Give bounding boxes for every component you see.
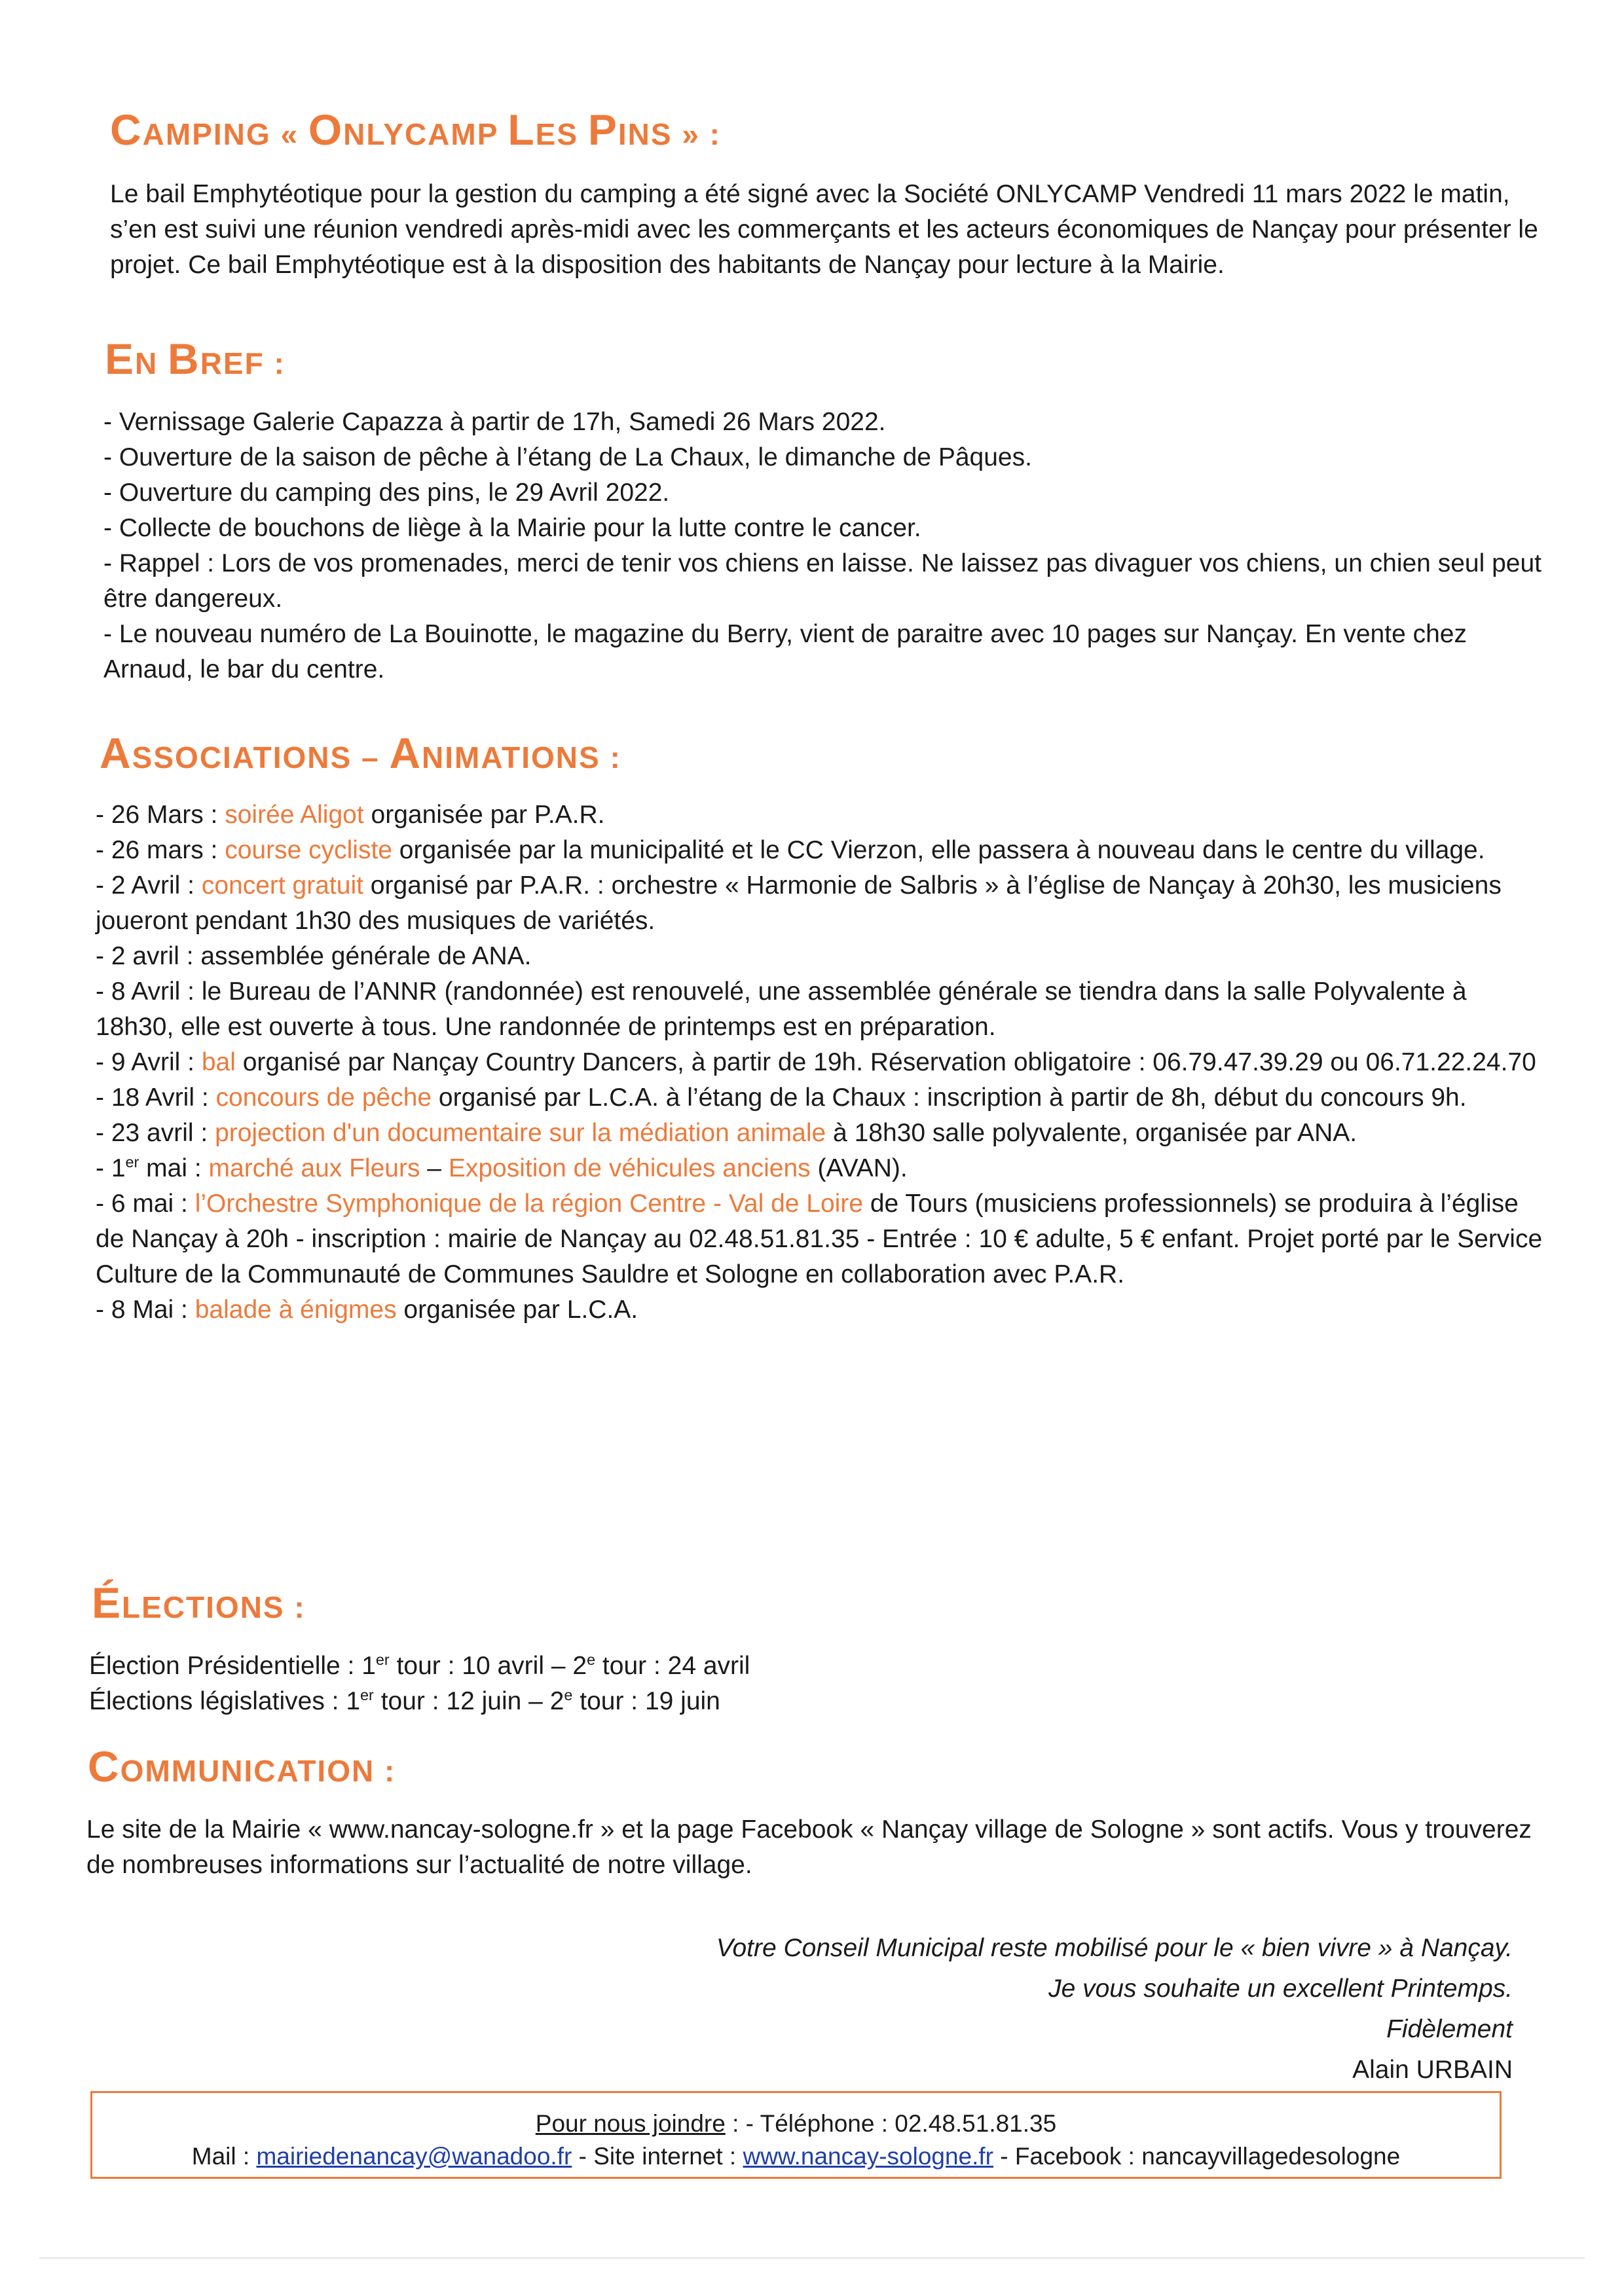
camping-title: CAMPING « ONLYCAMP LES PINS » : — [110, 105, 722, 154]
page-bottom-edge — [39, 2257, 1585, 2259]
closing-line: Je vous souhaite un excellent Printemps. — [1048, 1975, 1513, 2003]
list-item: - Ouverture de la saison de pêche à l’étang de La Chaux, le dimanche de Pâques. — [103, 443, 1032, 471]
email-link[interactable]: mairiedenancay@wanadoo.fr — [256, 2143, 572, 2170]
contact-row-web — [92, 2143, 1500, 2170]
communication-text: Le site de la Mairie « www.nancay-sologne.fr » et la page Facebook « Nançay village de Sologne » sont actifs. Vous y trouverez de nombreuses informations sur l’actualité de notre village. — [86, 1815, 1532, 1879]
phone-number: : - Téléphone : 02.48.51.81.35 — [725, 2110, 1057, 2137]
event-item: - 2 avril : assemblée générale de ANA. — [96, 942, 532, 970]
contact-box — [90, 2091, 1502, 2179]
facebook-text: - Facebook : nancayvillagedesologne — [993, 2143, 1401, 2170]
elections-text — [89, 1649, 1530, 1719]
closing-line: Fidèlement — [1386, 2015, 1513, 2043]
event-item: - 18 Avril : concours de pêche organisé par L.C.A. à l’étang de la Chaux : inscription à partir de 8h, début du concours 9h. — [96, 1084, 1467, 1112]
camping-text: Le bail Emphytéotique pour la gestion du camping a été signé avec la Société ONLYCAMP Vendredi 11 mars 2022 le matin, s’en est suivi une réunion vendredi après-midi avec les commerçants et les acteurs économiques de Nançay pour présenter le projet. Ce bail Emphytéotique est à la disposition des habitants de Nançay pour lecture à la Mairie. — [110, 180, 1538, 279]
event-item: - 26 Mars : soirée Aligot organisée par P.A.R. — [96, 801, 605, 829]
list-item: - Le nouveau numéro de La Bouinotte, le magazine du Berry, vient de paraitre avec 10 pages sur Nançay. En vente chez Arnaud, le bar du centre. — [103, 620, 1467, 683]
associations-title: ASSOCIATIONS – ANIMATIONS : — [100, 729, 621, 777]
en-bref-title: EN BREF : — [105, 335, 286, 383]
event-item: - 9 Avril : bal organisé par Nançay Country Dancers, à partir de 19h. Réservation obligatoire : 06.79.47.39.29 ou 06.71.22.24.70 — [96, 1048, 1536, 1076]
event-item: - 1er mai : marché aux Fleurs – Exposition de véhicules anciens (AVAN). — [96, 1154, 908, 1182]
event-item: - 23 avril : projection d'un documentaire sur la médiation animale à 18h30 salle polyvalente, organisée par ANA. — [96, 1119, 1357, 1147]
website-link[interactable]: www.nancay-sologne.fr — [743, 2143, 994, 2170]
event-item: - 6 mai : l’Orchestre Symphonique de la région Centre - Val de Loire de Tours (musiciens professionnels) se produira à l’église de Nançay à 20h - inscription : mairie de Nançay au 02.48.51.81.35 - Entrée : 10 € adulte, 5 € enfant. Projet porté par le Service Culture de la Communauté de Communes Sauldre et Sologne en collaboration avec P.A.R. — [96, 1190, 1543, 1288]
list-item: - Rappel : Lors de vos promenades, merci de tenir vos chiens en laisse. Ne laissez pas divaguer vos chiens, un chien seul peut être dangereux. — [103, 549, 1541, 613]
contact-heading: Pour nous joindre — [535, 2110, 726, 2137]
list-item: - Collecte de bouchons de liège à la Mairie pour la lutte contre le cancer. — [103, 514, 921, 542]
closing-line: Votre Conseil Municipal reste mobilisé pour le « bien vivre » à Nançay. — [716, 1934, 1513, 1962]
event-item: - 8 Avril : le Bureau de l’ANNR (randonnée) est renouvelé, une assemblée générale se tiendra dans la salle Polyvalente à 18h30, elle est ouverte à tous. Une randonnée de printemps est en préparation. — [96, 977, 1467, 1041]
presidential-election: Élection Présidentielle : 1er tour : 10 avril – 2e tour : 24 avril — [89, 1651, 750, 1680]
event-item: - 2 Avril : concert gratuit organisé par P.A.R. : orchestre « Harmonie de Salbris » à l’église de Nançay à 20h30, les musiciens joueront pendant 1h30 des musiques de variétés. — [96, 871, 1502, 935]
signature: Alain URBAIN — [1352, 2056, 1513, 2084]
communication-title: COMMUNICATION : — [88, 1742, 396, 1791]
contact-row-phone — [92, 2110, 1500, 2138]
legislative-election: Élections législatives : 1er tour : 12 juin – 2e tour : 19 juin — [89, 1686, 720, 1715]
mail-label: Mail : — [191, 2143, 257, 2170]
event-item: - 8 Mai : balade à énigmes organisée par L.C.A. — [96, 1296, 638, 1324]
en-bref-list — [103, 405, 1547, 687]
associations-list — [96, 797, 1543, 1328]
event-item: - 26 mars : course cycliste organisée par la municipalité et le CC Vierzon, elle passera à nouveau dans le centre du village. — [96, 836, 1485, 864]
elections-title: ÉLECTIONS : — [92, 1578, 306, 1627]
closing-message — [716, 1928, 1513, 2090]
list-item: - Vernissage Galerie Capazza à partir de 17h, Samedi 26 Mars 2022. — [103, 408, 886, 436]
site-label: - Site internet : — [572, 2143, 743, 2170]
list-item: - Ouverture du camping des pins, le 29 Avril 2022. — [103, 479, 670, 507]
